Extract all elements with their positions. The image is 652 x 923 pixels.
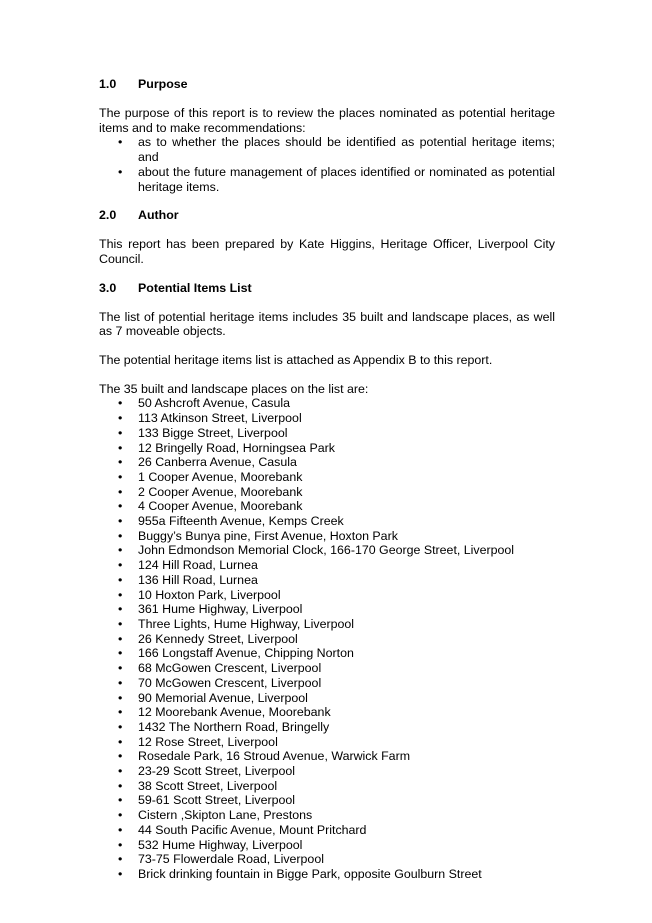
section-title: Potential Items List (138, 280, 252, 295)
purpose-bullet-item-text: as to whether the places should be identified as potential heritage items; and (138, 135, 555, 165)
bullet-glyph: • (118, 822, 123, 837)
bullet-glyph: • (118, 852, 123, 867)
place-list-item (99, 764, 555, 779)
section-number: 2.0 (99, 208, 117, 223)
bullet-glyph: • (118, 837, 123, 852)
place-list-item (99, 470, 555, 485)
bullet-glyph: • (118, 528, 123, 543)
section-number: 3.0 (99, 280, 117, 295)
bullet-glyph: • (118, 616, 123, 631)
place-list-item-text: 955a Fifteenth Avenue, Kemps Creek (138, 514, 344, 529)
place-list-item (99, 793, 555, 808)
place-list-item (99, 529, 555, 544)
purpose-bullet-list (99, 135, 555, 194)
places-list-intro: The 35 built and landscape places on the list are: (99, 381, 369, 396)
bullet-glyph: • (118, 587, 123, 602)
bullet-glyph: • (118, 734, 123, 749)
place-list-item-text: 59-61 Scott Street, Liverpool (138, 793, 296, 808)
place-list-item-text: John Edmondson Memorial Clock, 166-170 George Street, Liverpool (138, 543, 515, 558)
place-list-item (99, 455, 555, 470)
place-list-item-text: 68 McGowen Crescent, Liverpool (138, 661, 322, 676)
purpose-intro: The purpose of this report is to review the places nominated as potential heritage items and to make recommendations: (99, 106, 555, 135)
place-list-item (99, 705, 555, 720)
section-title: Author (138, 208, 179, 223)
place-list-item (99, 661, 555, 676)
place-list-item-text: Rosedale Park, 16 Stroud Avenue, Warwick Farm (138, 749, 411, 764)
place-list-item (99, 676, 555, 691)
place-list-item-text: 361 Hume Highway, Liverpool (138, 602, 303, 617)
bullet-glyph: • (118, 719, 123, 734)
place-list-item-text: 124 Hill Road, Lurnea (138, 558, 258, 573)
place-list-item (99, 514, 555, 529)
bullet-glyph: • (118, 646, 123, 661)
place-list-item (99, 588, 555, 603)
bullet-glyph: • (118, 749, 123, 764)
place-list-item (99, 867, 555, 882)
purpose-bullet-item (99, 165, 555, 194)
place-list-item (99, 426, 555, 441)
place-list-item (99, 720, 555, 735)
place-list-item (99, 558, 555, 573)
bullet-glyph: • (118, 135, 123, 150)
place-list-item (99, 779, 555, 794)
bullet-glyph: • (118, 411, 123, 426)
place-list-item (99, 823, 555, 838)
place-list-item-text: 38 Scott Street, Liverpool (138, 778, 278, 793)
bullet-glyph: • (118, 661, 123, 676)
bullet-glyph: • (118, 469, 123, 484)
place-list-item-text: 12 Rose Street, Liverpool (138, 734, 278, 749)
place-list-item (99, 632, 555, 647)
bullet-glyph: • (118, 778, 123, 793)
bullet-glyph: • (118, 631, 123, 646)
section-heading-author (99, 208, 555, 223)
place-list-item (99, 735, 555, 750)
place-list-item-text: 90 Memorial Avenue, Liverpool (138, 690, 308, 705)
place-list-item-text: 23-29 Scott Street, Liverpool (138, 764, 296, 779)
purpose-bullet-item-text: about the future management of places identified or nominated as potential heritage items. (138, 164, 555, 194)
section-title: Purpose (138, 77, 188, 91)
bullet-glyph: • (118, 164, 123, 179)
place-list-item (99, 441, 555, 456)
place-list-item (99, 617, 555, 632)
place-list-item-text: 1432 The Northern Road, Bringelly (138, 719, 330, 734)
place-list-item-text: 532 Hume Highway, Liverpool (138, 837, 303, 852)
place-list-item (99, 573, 555, 588)
place-list-item-text: 26 Canberra Avenue, Casula (138, 455, 297, 470)
place-list-item-text: 166 Longstaff Avenue, Chipping Norton (138, 646, 354, 661)
place-list-item-text: 133 Bigge Street, Liverpool (138, 425, 288, 440)
place-list-item (99, 808, 555, 823)
bullet-glyph: • (118, 499, 123, 514)
place-list-item (99, 691, 555, 706)
bullet-glyph: • (118, 440, 123, 455)
place-list-item-text: 1 Cooper Avenue, Moorebank (138, 469, 303, 484)
bullet-glyph: • (118, 396, 123, 411)
bullet-glyph: • (118, 514, 123, 529)
place-list-item-text: Three Lights, Hume Highway, Liverpool (138, 616, 355, 631)
bullet-glyph: • (118, 866, 123, 881)
potential-items-para-2: The potential heritage items list is attached as Appendix B to this report. (99, 353, 493, 368)
place-list-item (99, 485, 555, 500)
section-heading-purpose (99, 77, 555, 92)
bullet-glyph: • (118, 455, 123, 470)
place-list-item-text: Brick drinking fountain in Bigge Park, opposite Goulburn Street (138, 866, 482, 881)
section-number: 1.0 (99, 77, 117, 91)
bullet-glyph: • (118, 675, 123, 690)
bullet-glyph: • (118, 808, 123, 823)
place-list-item-text: 50 Ashcroft Avenue, Casula (138, 396, 291, 411)
place-list-item (99, 543, 555, 558)
bullet-glyph: • (118, 764, 123, 779)
place-list-item (99, 838, 555, 853)
place-list-item-text: 10 Hoxton Park, Liverpool (138, 587, 281, 602)
place-list-item (99, 646, 555, 661)
place-list-item (99, 396, 555, 411)
author-text: This report has been prepared by Kate Higgins, Heritage Officer, Liverpool City Council. (99, 237, 555, 266)
place-list-item (99, 499, 555, 514)
place-list-item-text: 136 Hill Road, Lurnea (138, 572, 258, 587)
place-list-item (99, 852, 555, 867)
place-list-item-text: 12 Bringelly Road, Horningsea Park (138, 440, 335, 455)
place-list-item (99, 602, 555, 617)
potential-items-para-1: The list of potential heritage items includes 35 built and landscape places, as well as 7 moveable objects. (99, 309, 555, 339)
bullet-glyph: • (118, 425, 123, 440)
bullet-glyph: • (118, 602, 123, 617)
place-list-item (99, 411, 555, 426)
bullet-glyph: • (118, 793, 123, 808)
place-list-item-text: 70 McGowen Crescent, Liverpool (138, 675, 322, 690)
place-list-item-text: 44 South Pacific Avenue, Mount Pritchard (138, 822, 367, 837)
bullet-glyph: • (118, 543, 123, 558)
place-list-item-text: Buggy’s Bunya pine, First Avenue, Hoxton Park (138, 528, 398, 543)
place-list-item-text: 26 Kennedy Street, Liverpool (138, 631, 298, 646)
place-list-item-text: 12 Moorebank Avenue, Moorebank (138, 705, 331, 720)
place-list-item-text: Cistern ,Skipton Lane, Prestons (138, 808, 313, 823)
bullet-glyph: • (118, 558, 123, 573)
place-list-item-text: 2 Cooper Avenue, Moorebank (138, 484, 303, 499)
document-page (99, 77, 555, 882)
place-list-item-text: 73-75 Flowerdale Road, Liverpool (138, 852, 324, 867)
place-list-item-text: 113 Atkinson Street, Liverpool (138, 411, 302, 426)
place-list-item (99, 749, 555, 764)
bullet-glyph: • (118, 705, 123, 720)
bullet-glyph: • (118, 690, 123, 705)
section-heading-potential-items (99, 281, 555, 296)
purpose-bullet-item (99, 135, 555, 164)
place-list-item-text: 4 Cooper Avenue, Moorebank (138, 499, 303, 514)
bullet-glyph: • (118, 572, 123, 587)
places-bullet-list (99, 396, 555, 881)
bullet-glyph: • (118, 484, 123, 499)
